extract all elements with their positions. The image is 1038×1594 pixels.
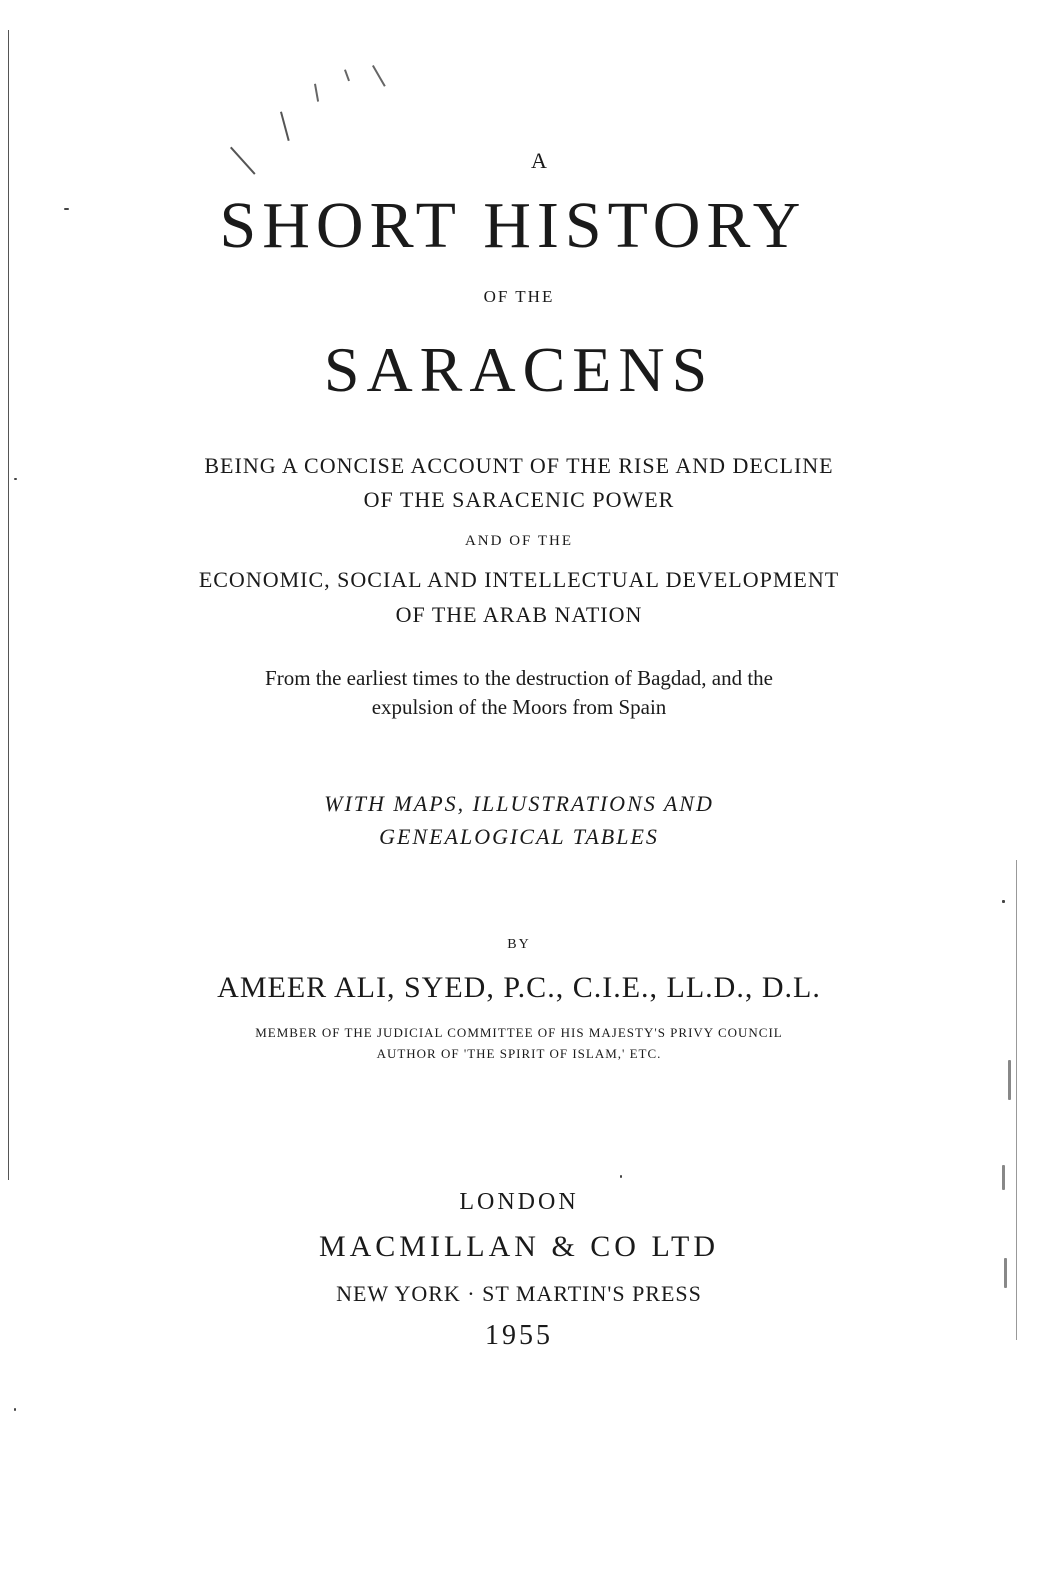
title-connector: OF THE (483, 287, 555, 306)
book-title-line-2: SARACENS (323, 334, 715, 405)
subtitle-line: OF THE SARACENIC POWER (363, 487, 675, 512)
scan-speck (1002, 900, 1005, 903)
publisher-city: LONDON (459, 1189, 579, 1215)
subtitle-line: OF THE ARAB NATION (395, 602, 643, 627)
illustrations-note: GENEALOGICAL TABLES (379, 824, 659, 849)
by-label: BY (507, 937, 531, 952)
scan-speck (14, 478, 17, 480)
subtitle-connector: AND OF THE (464, 533, 574, 549)
title-article: A (531, 148, 547, 173)
pencil-mark (372, 65, 386, 87)
period-line: expulsion of the Moors from Spain (371, 695, 667, 719)
scan-speck (1008, 1060, 1011, 1100)
subtitle-line: BEING A CONCISE ACCOUNT OF THE RISE AND DECLINE (204, 453, 834, 478)
scan-speck (620, 1175, 622, 1178)
publisher-name: MACMILLAN & CO LTD (318, 1230, 720, 1263)
author-credential: MEMBER OF THE JUDICIAL COMMITTEE OF HIS MAJESTY'S PRIVY COUNCIL (255, 1025, 783, 1040)
publisher-secondary: NEW YORK · ST MARTIN'S PRESS (336, 1281, 702, 1306)
scan-speck (1002, 1165, 1005, 1190)
period-line: From the earliest times to the destruction of Bagdad, and the (265, 666, 773, 690)
pencil-mark (280, 111, 290, 140)
illustrations-note: WITH MAPS, ILLUSTRATIONS AND (324, 791, 714, 816)
publication-year: 1955 (485, 1320, 553, 1351)
pencil-mark (314, 84, 319, 102)
author-name: AMEER ALI, SYED, P.C., C.I.E., LL.D., D.L. (217, 971, 821, 1004)
author-credential: AUTHOR OF 'THE SPIRIT OF ISLAM,' ETC. (376, 1046, 662, 1061)
subtitle-line: ECONOMIC, SOCIAL AND INTELLECTUAL DEVELOPMENT (198, 567, 840, 592)
book-title-line-1: SHORT HISTORY (219, 189, 807, 262)
pencil-mark (344, 69, 350, 81)
scan-speck (14, 1408, 16, 1411)
right-scan-edge (1016, 860, 1017, 1340)
